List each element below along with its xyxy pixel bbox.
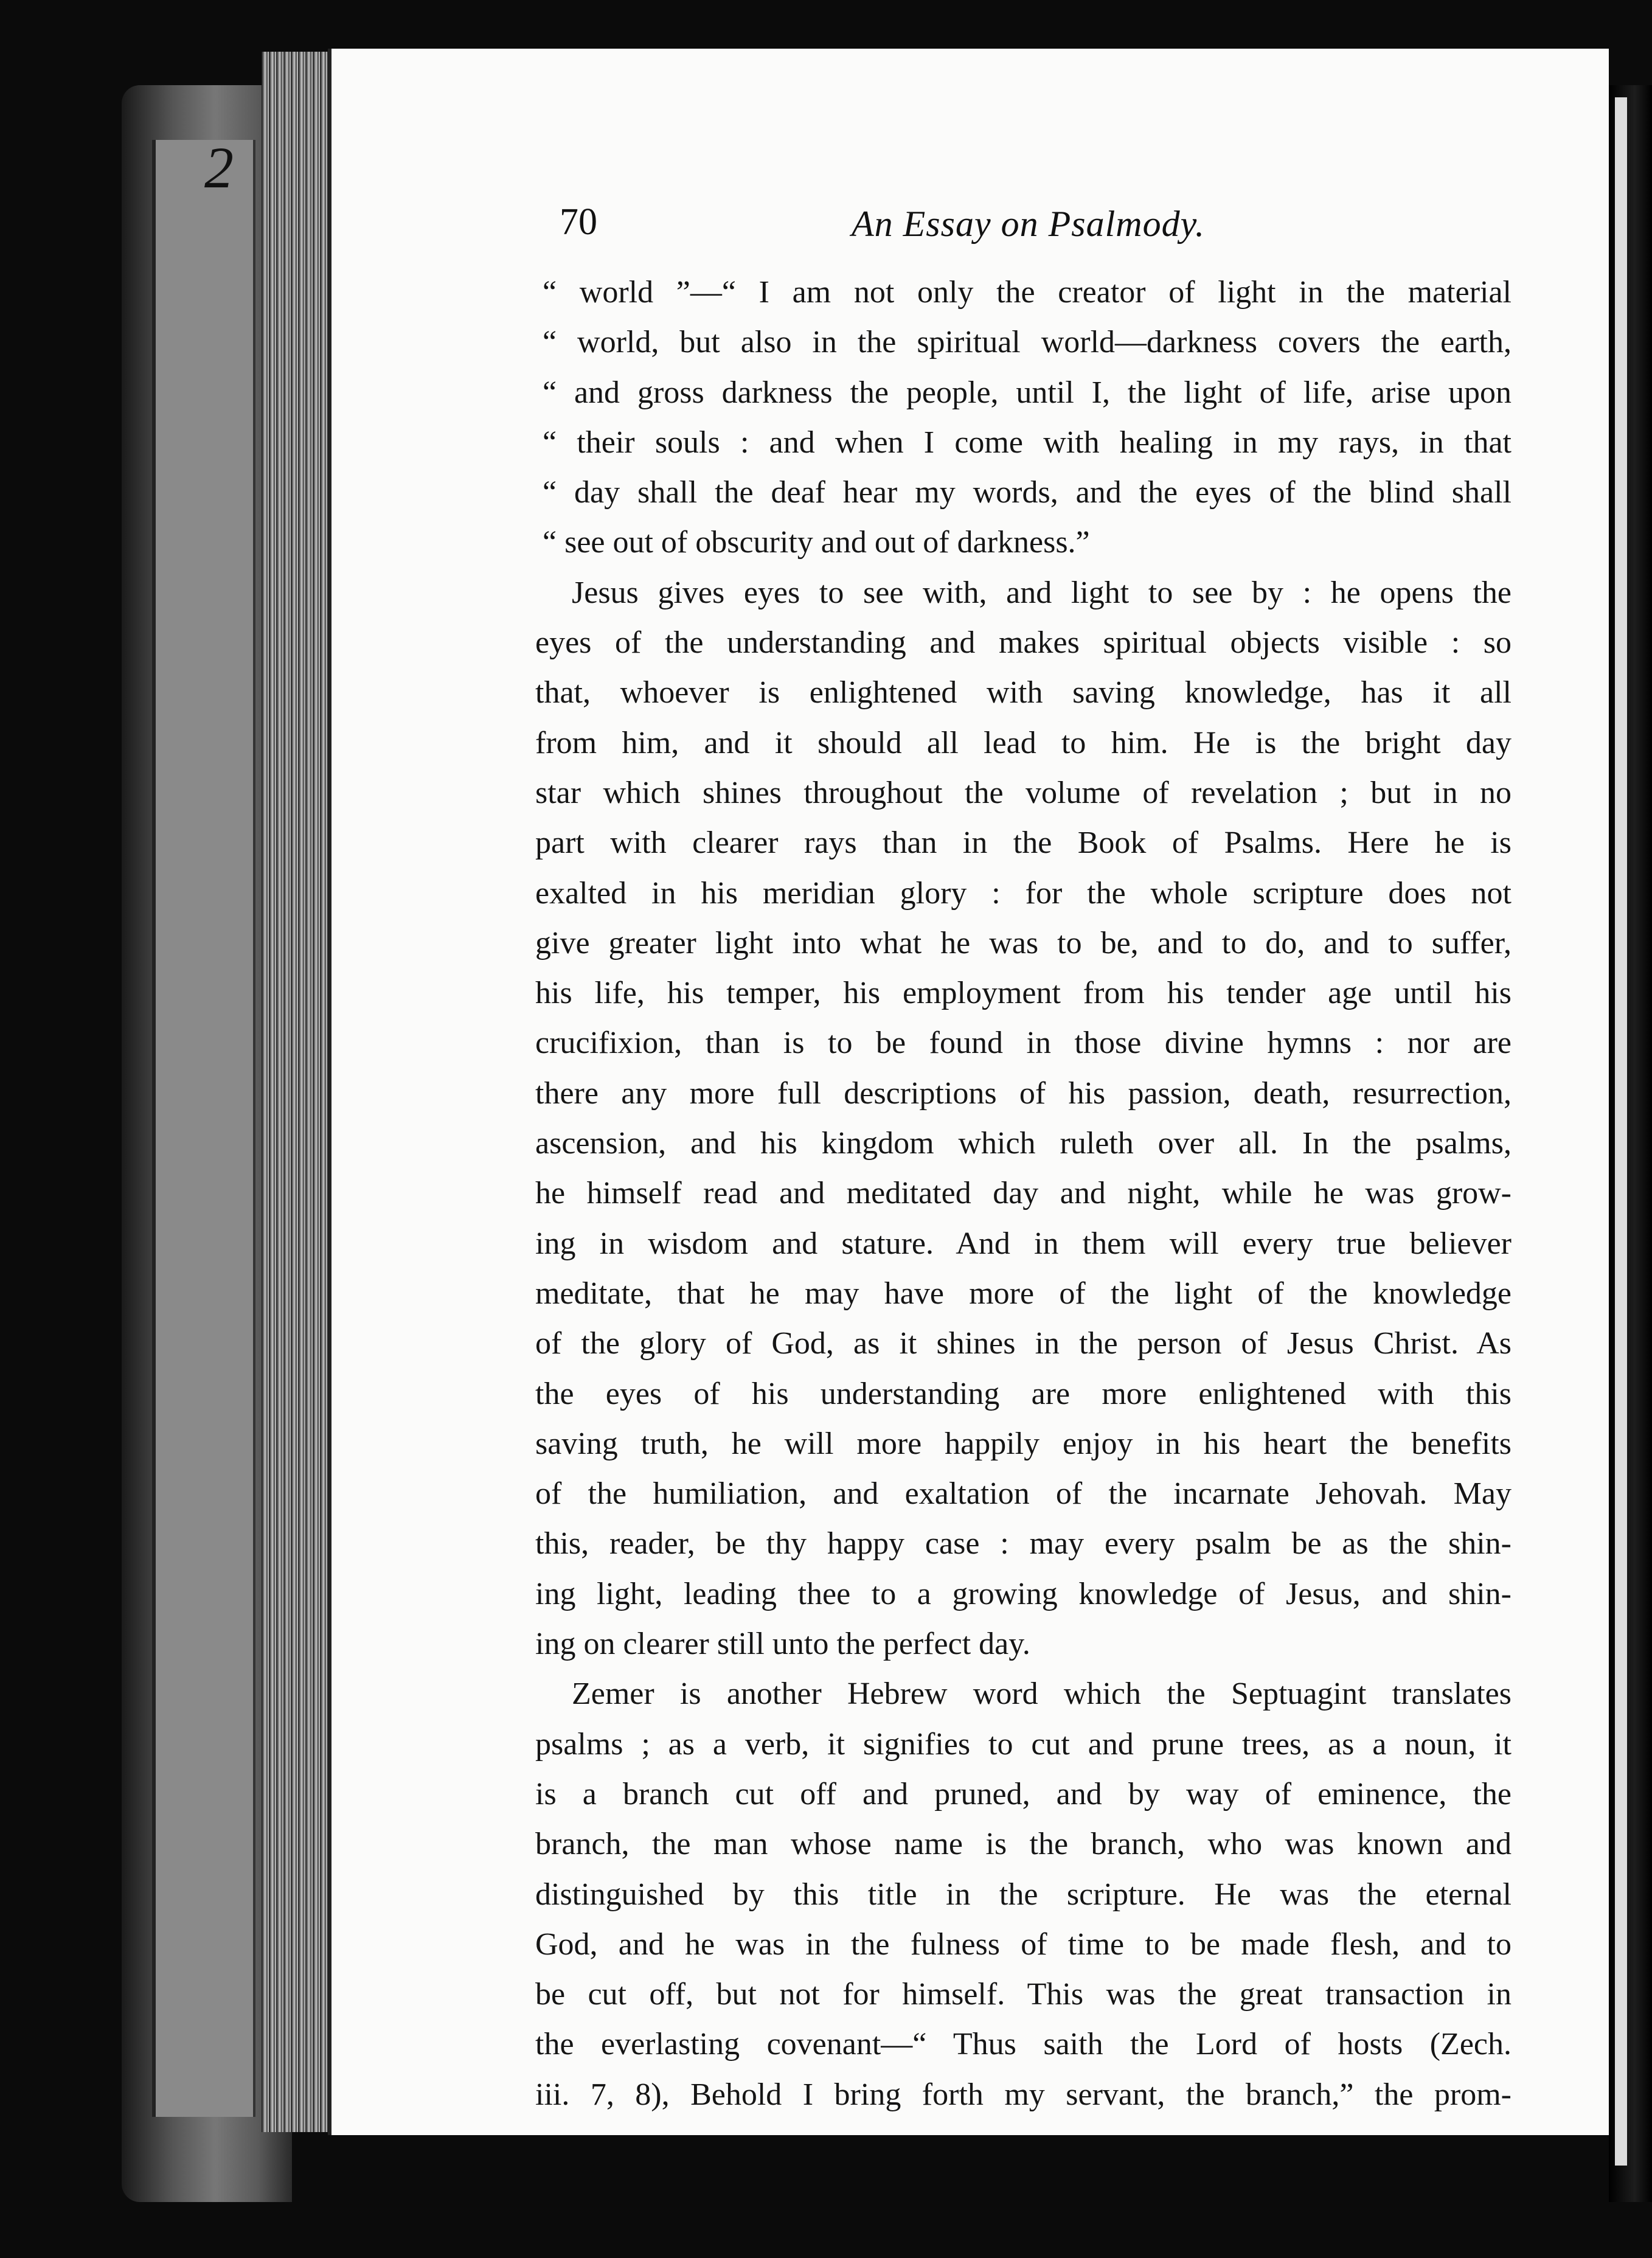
- text-line: part with clearer rays than in the Book of Psalms. Here he is: [535, 825, 1511, 861]
- text-line: give greater light into what he was to be, and to do, and to suffer,: [535, 925, 1511, 961]
- text-line: exalted in his meridian glory : for the whole scripture does not: [535, 875, 1511, 911]
- text-line: “ see out of obscurity and out of darkness.”: [543, 525, 1090, 560]
- text-line: this, reader, be thy happy case : may every psalm be as the shin-: [535, 1526, 1511, 1561]
- text-line: “ day shall the deaf hear my words, and the eyes of the blind shall: [543, 475, 1511, 510]
- text-line: the eyes of his understanding are more enlightened with this: [535, 1376, 1511, 1411]
- text-line: distinguished by this title in the scripture. He was the eternal: [535, 1877, 1511, 1912]
- page-number: 70: [560, 201, 597, 243]
- text-line: from him, and it should all lead to him. He is the bright day: [535, 725, 1511, 760]
- text-line: “ world, but also in the spiritual world—darkness covers the earth,: [543, 325, 1511, 360]
- body-text: [535, 268, 1511, 2120]
- text-line: meditate, that he may have more of the light of the knowledge: [535, 1276, 1511, 1311]
- paragraph-start-line: Zemer is another Hebrew word which the Septuagint translates: [572, 1676, 1511, 1712]
- paragraph-start-line: Jesus gives eyes to see with, and light to see by : he opens the: [572, 575, 1511, 610]
- handwritten-margin-mark: 2: [204, 135, 234, 200]
- text-line: branch, the man whose name is the branch, who was known and: [535, 1827, 1511, 1862]
- text-line: ing on clearer still unto the perfect day.: [535, 1627, 1030, 1662]
- text-line: ing light, leading thee to a growing knowledge of Jesus, and shin-: [535, 1576, 1511, 1611]
- text-line: be cut off, but not for himself. This was the great transaction in: [535, 1977, 1511, 2012]
- text-line: iii. 7, 8), Behold I bring forth my servant, the branch,” the prom-: [535, 2077, 1511, 2112]
- facing-page-edge: [1615, 97, 1627, 2166]
- text-line: saving truth, he will more happily enjoy in his heart the benefits: [535, 1426, 1511, 1461]
- text-line: that, whoever is enlightened with saving knowledge, has it all: [535, 675, 1511, 710]
- text-line: is a branch cut off and pruned, and by way of eminence, the: [535, 1776, 1511, 1812]
- text-line: crucifixion, than is to be found in those divine hymns : nor are: [535, 1026, 1511, 1061]
- text-line: psalms ; as a verb, it signifies to cut and prune trees, as a noun, it: [535, 1726, 1511, 1762]
- text-line: the everlasting covenant—“ Thus saith the Lord of hosts (Zech.: [535, 2027, 1511, 2062]
- text-line: star which shines throughout the volume of revelation ; but in no: [535, 775, 1511, 810]
- text-line: eyes of the understanding and makes spiritual objects visible : so: [535, 625, 1511, 661]
- text-line: of the humiliation, and exaltation of the incarnate Jehovah. May: [535, 1476, 1511, 1512]
- text-line: “ world ”—“ I am not only the creator of light in the material: [543, 275, 1511, 310]
- page-stack-edge: [262, 52, 335, 2132]
- text-line: “ their souls : and when I come with healing in my rays, in that: [543, 425, 1511, 460]
- text-line: he himself read and meditated day and night, while he was grow-: [535, 1176, 1511, 1211]
- running-title: An Essay on Psalmody.: [852, 204, 1205, 244]
- text-line: ascension, and his kingdom which ruleth over all. In the psalms,: [535, 1126, 1511, 1161]
- text-line: his life, his temper, his employment from his tender age until his: [535, 976, 1511, 1011]
- text-line: God, and he was in the fulness of time to be made flesh, and to: [535, 1926, 1511, 1962]
- book-spine-strip: [152, 140, 255, 2117]
- text-line: of the glory of God, as it shines in the person of Jesus Christ. As: [535, 1326, 1511, 1361]
- text-line: there any more full descriptions of his passion, death, resurrection,: [535, 1075, 1511, 1111]
- text-line: “ and gross darkness the people, until I, the light of life, arise upon: [543, 375, 1511, 410]
- page-header: [560, 201, 1533, 268]
- text-line: ing in wisdom and stature. And in them will every true believer: [535, 1226, 1511, 1261]
